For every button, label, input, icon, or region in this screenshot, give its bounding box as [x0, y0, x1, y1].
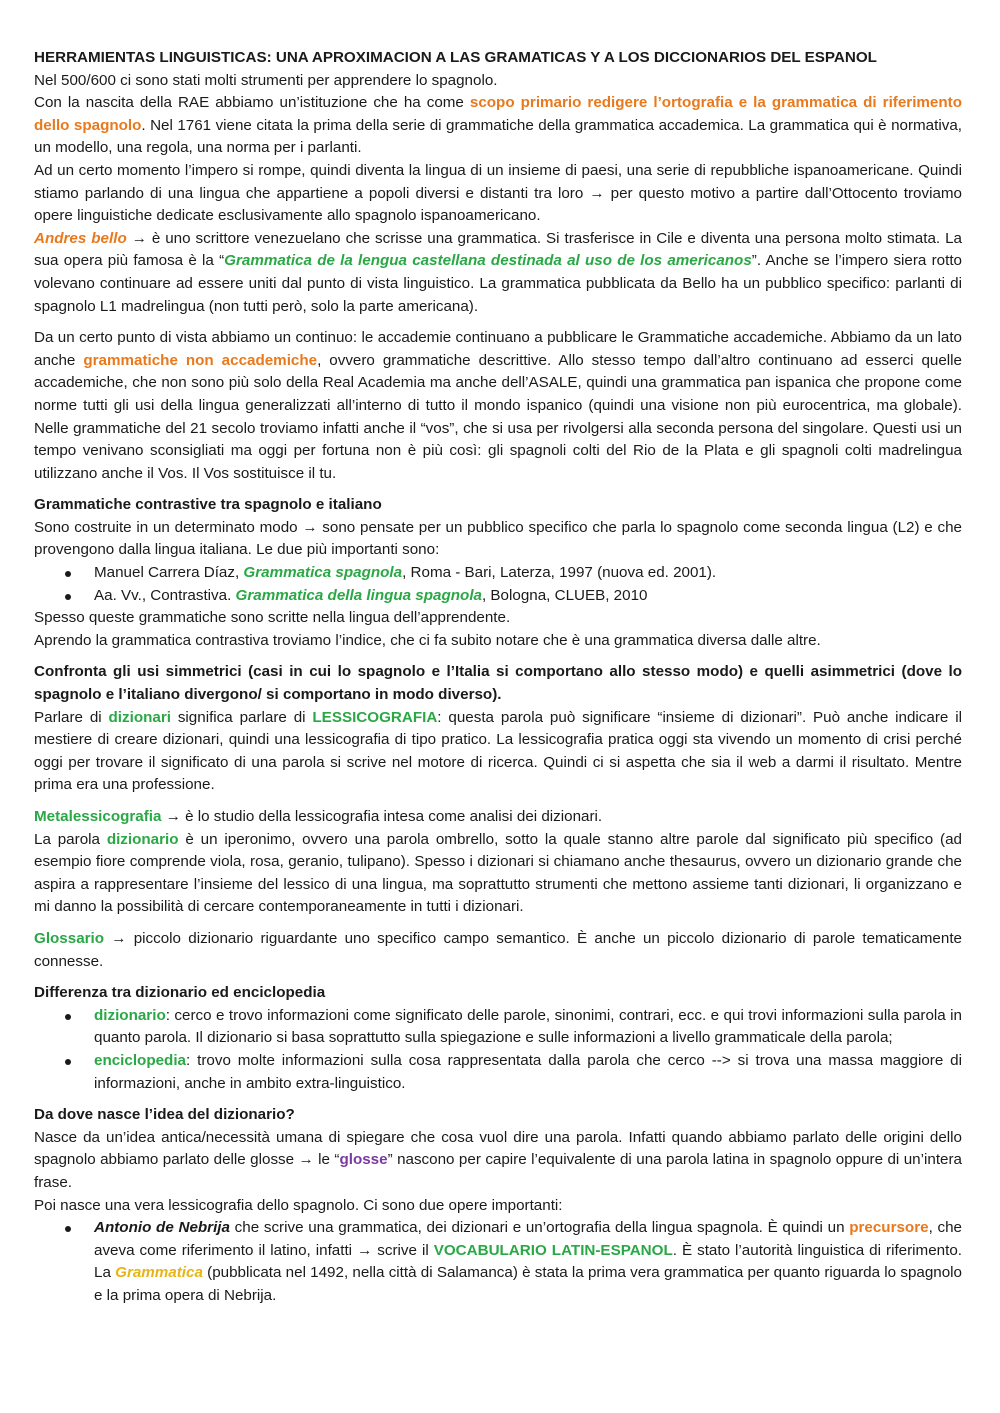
paragraph-glosse [34, 1127, 962, 1195]
text: Nasce da un’idea antica/necessità umana di spiegare che cosa vuol dire una parola. Infatti quando abbiamo parlato delle origini dello spagnolo abbiamo parlato delle glosse → le “ [34, 1128, 962, 1169]
paragraph-apprendente: Spesso queste grammatiche sono scritte nella lingua dell’apprendente. [34, 609, 511, 627]
heading-origine-dizionario: Da dove nasce l’idea del dizionario? [34, 1106, 295, 1124]
text: Manuel Carrera Díaz, [94, 564, 244, 582]
text: → è uno scrittore venezuelano che scrisse una grammatica. Si trasferisce in Cile e diventa una persona molto stimata. La sua opera più famosa è la “ [34, 229, 962, 270]
paragraph-contrastive: Sono costruite in un determinato modo → sono pensate per un pubblico specifico che parla lo spagnolo come seconda lingua (L2) e che provengono dalla lingua italiana. Le due più importanti sono: [34, 518, 962, 559]
highlight-vocabulario: VOCABULARIO LATIN-ESPANOL [433, 1241, 673, 1259]
highlight-glossario: Glossario [34, 929, 105, 947]
paragraph-glossario [34, 928, 962, 973]
highlight-lessicografia: LESSICOGRAFIA [312, 708, 438, 726]
text: → è lo studio della lessicografia intesa come analisi dei dizionari. [161, 808, 603, 825]
text: significa parlare di [170, 708, 313, 726]
heading-confronta: Confronta gli usi simmetrici (casi in cui lo spagnolo e l’Italia si comportano allo stesso modo) e quelli asimmetrici (dove lo spagnolo e l’italiano divergono/ si comportano in modo diverso). [34, 663, 962, 704]
highlight-non-accademiche: grammatiche non accademiche [83, 351, 318, 369]
paragraph-metalessicografia [34, 806, 962, 829]
text: , ovvero grammatiche descrittive. Allo stesso tempo dall’altro continuano ad esserci quelle accademiche, che non sono più solo della Real Academia ma anche dell’ASALE, quindi una grammatica pan ispanica che propone come norme tutti gli usi della lingua generalizzati all’interno di tutto il mondo ispanico (quindi una visione non più eurocentrica, ma globale). Nelle grammatiche del 21 secolo troviamo infatti anche il “vos”, che si usa per rivolgersi alla seconda persona del singolare. Questi usi un tempo venivano sconsigliati ma oggi per fortuna non è più così: gli spagnoli colti del Rio de la Plata e gli spagnoli colti madrelingua utilizzano anche il Vos. Il Vos sostituisce il tu. [34, 351, 962, 482]
text: La parola [34, 830, 107, 848]
highlight-nebrija: Antonio de Nebrija [94, 1219, 230, 1237]
list-item [34, 585, 962, 608]
paragraph-impero: Ad un certo momento l’impero si rompe, quindi diventa la lingua di un insieme di paesi, una serie di repubbliche ispanoamericane. Quindi stiamo parlando di una lingua che appartiene a popoli diversi e distanti tra loro → per questo motivo a partire dall’Ottocento troviamo opere linguistiche dedicate esclusivamente allo spagnolo ispanoamericano. [34, 161, 962, 225]
text: → piccolo dizionario riguardante uno specifico campo semantico. È anche un piccolo dizionario di parole tematicamente connesse. [34, 929, 962, 970]
text: Aa. Vv., Contrastiva. [94, 586, 236, 604]
books-list [34, 562, 962, 607]
list-item [34, 1005, 962, 1050]
highlight-grammatica: Grammatica [115, 1264, 203, 1282]
text: Parlare di [34, 708, 109, 726]
heading-differenza: Differenza tra dizionario ed enciclopedia [34, 984, 326, 1002]
paragraph-opere: Poi nasce una vera lessicografia dello spagnolo. Ci sono due opere importanti: [34, 1196, 563, 1214]
text: . Nel 1761 viene citata la prima della serie di grammatiche della grammatica accademica. La grammatica qui è normativa, un modello, una regola, una norma per i parlanti. [34, 116, 962, 157]
paragraph-dizionario [34, 829, 962, 919]
text: . È stato l’autorità linguistica di riferimento. La [94, 1241, 962, 1282]
text: Da un certo punto di vista abbiamo un continuo: le accademie continuano a pubblicare le Grammatiche accademiche. Abbiamo da un lato anche [34, 329, 962, 369]
highlight-precursore: precursore [849, 1219, 929, 1237]
text: che scrive una grammatica, dei dizionari e un’ortografia della lingua spagnola. È quindi un [229, 1219, 850, 1237]
text: : trovo molte informazioni sulla cosa rappresentata dalla parola che cerco --> si trova una massa maggiore di informazioni, anche in ambito extra-linguistico. [94, 1051, 962, 1092]
text: : questa parola può significare “insieme di dizionari”. Può anche indicare il mestiere di creare dizionari, quindi una lessicografia di tipo pratico. La lessicografia pratica oggi sta vivendo un momento di crisi perché oggi per trovare il significato di una parola si scrive nel motore di ricerca. Quindi ci si aspetta che sia il web a darmi il risultato. Mentre prima era una professione. [34, 708, 962, 794]
text: ” nascono per capire l’equivalente di una parola latina in spagnolo oppure di un’intera frase. [34, 1151, 962, 1191]
highlight-bello-work: Grammatica de la lengua castellana destinada al uso de los americanos [224, 252, 752, 270]
highlight-metalessicografia: Metalessicografia [34, 808, 162, 825]
list-item [34, 1217, 962, 1307]
text: , Roma - Bari, Laterza, 1997 (nuova ed. 2001). [402, 564, 717, 582]
paragraph-lessicografia [34, 707, 962, 797]
highlight-book-title: Grammatica spagnola [243, 564, 403, 582]
list-item [34, 562, 962, 585]
text: , Bologna, CLUEB, 2010 [481, 586, 648, 604]
paragraph-accademie [34, 327, 962, 485]
highlight-dizionari: dizionari [108, 708, 171, 726]
highlight-scopo: scopo primario redigere l’ortografia e la grammatica di riferimento dello spagnolo [34, 94, 962, 134]
text: , che aveva come riferimento il latino, infatti → scrive il [94, 1219, 962, 1259]
highlight-book-title: Grammatica della lingua spagnola [235, 586, 482, 604]
paragraph-bello [34, 228, 962, 318]
document-page [34, 47, 962, 1307]
text: Con la nascita della RAE abbiamo un’istituzione che ha come [34, 94, 470, 112]
opere-list [34, 1217, 962, 1307]
highlight-dizionario: dizionario [94, 1006, 166, 1024]
text: è un iperonimo, ovvero una parola ombrello, sotto la quale stanno altre parole dal significato più specifico (ad esempio fiore comprende viola, rosa, geranio, tulipano). Spesso i dizionari si chiamano anche thesaurus, ovvero un dizionario grande che aspira a rappresentare l’insieme del lessico di una lingua, ma soprattutto strumenti che mettono assieme tanti dizionari, li organizzano e mi danno la possibilità di cercare contemporaneamente in tutti i dizionari. [34, 830, 962, 916]
paragraph-rae [34, 92, 962, 160]
list-item [34, 1050, 962, 1095]
differenza-list [34, 1005, 962, 1095]
highlight-dizionario: dizionario [106, 830, 179, 848]
paragraph-intro: Nel 500/600 ci sono stati molti strumenti per apprendere lo spagnolo. [34, 71, 498, 89]
heading-contrastive: Grammatiche contrastive tra spagnolo e italiano [34, 496, 382, 514]
document-title: HERRAMIENTAS LINGUISTICAS: UNA APROXIMACION A LAS GRAMATICAS Y A LOS DICCIONARIOS DEL ESPANOL [34, 49, 877, 66]
highlight-andres-bello: Andres bello [34, 229, 127, 247]
paragraph-indice: Aprendo la grammatica contrastiva troviamo l’indice, che ci fa subito notare che è una grammatica diversa dalle altre. [34, 631, 821, 649]
highlight-glosse: glosse [339, 1151, 388, 1169]
highlight-enciclopedia: enciclopedia [94, 1051, 187, 1069]
text: (pubblicata nel 1492, nella città di Salamanca) è stata la prima vera grammatica per quanto riguarda lo spagnolo e la prima opera di Nebrija. [94, 1264, 962, 1304]
text: : cerco e trovo informazioni come significato delle parole, sinonimi, contrari, ecc. e qui trovi informazioni sulla parola in quanto parola. Il dizionario si basa soprattutto sulla spiegazione e sulle informazioni a livello grammaticale della parola; [94, 1006, 962, 1047]
text: ”. Anche se l’impero siera rotto volevano continuare ad essere uniti dal punto di vista linguistico. La grammatica pubblicata da Bello ha un pubblico specifico: parlanti di spagnolo L1 madrelingua (non tutti però, solo la parte americana). [34, 252, 962, 315]
